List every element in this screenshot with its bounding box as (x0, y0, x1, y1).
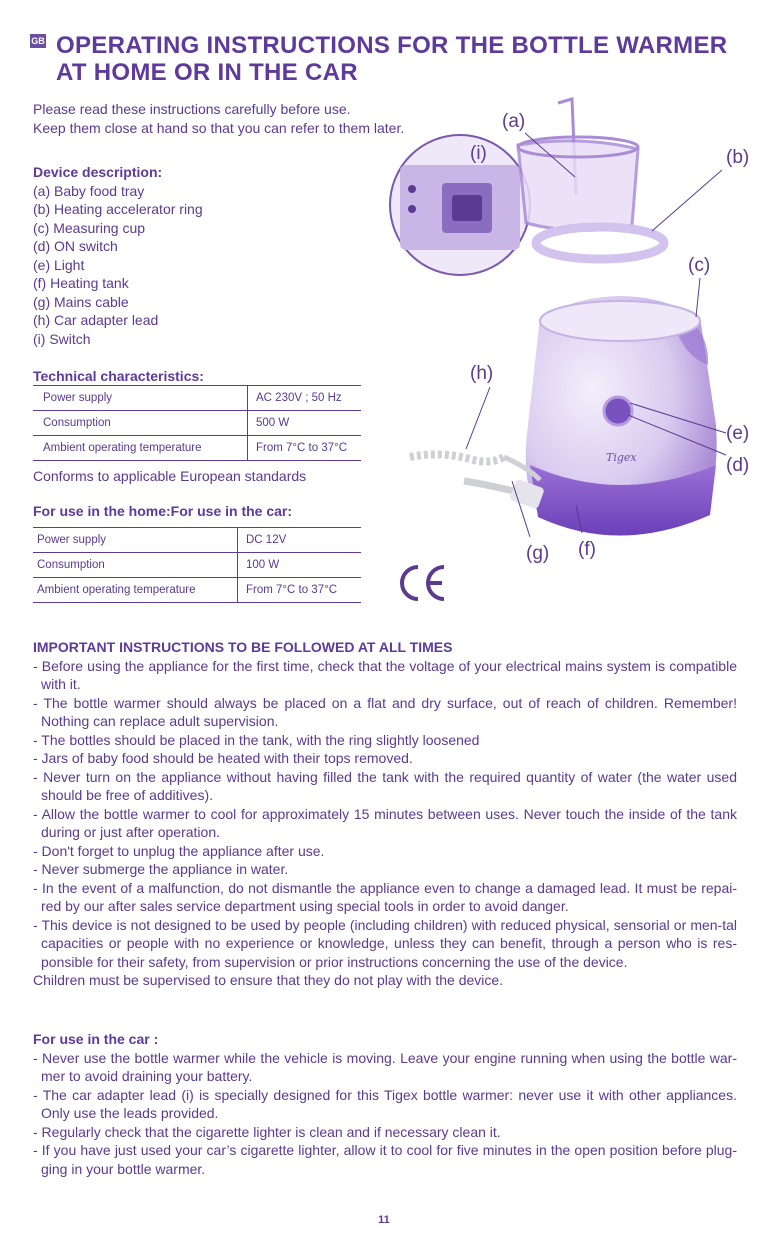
spec-label: Consumption (33, 553, 238, 578)
warmer-body (526, 296, 717, 536)
spec-value: 100 W (238, 553, 362, 578)
spec-label: Ambient operating temperature (33, 578, 238, 603)
table-row (33, 578, 361, 603)
label-d: (d) (726, 455, 750, 476)
device-item: (d) ON switch (33, 238, 118, 254)
list-item: - The bottles should be placed in the tank, with the ring slightly loosened (33, 731, 480, 748)
tech-heading: Technical characteristics: (33, 368, 204, 384)
spec-value: AC 230V ; 50 Hz (248, 386, 362, 411)
page-number: 11 (378, 1214, 390, 1226)
car-heading: For use in the car : (33, 1031, 159, 1047)
title-line-1: OPERATING INSTRUCTIONS FOR THE BOTTLE WARMER (56, 32, 728, 59)
use-subheading: For use in the home:For use in the car: (33, 503, 293, 519)
list-item: - In the event of a malfunction, do not dismantle the appliance even to change a damaged lead. It must be repai-red by our after sales service department using special tools in order to avoid danger. (33, 879, 737, 914)
important-heading: IMPORTANT INSTRUCTIONS TO BE FOLLOWED AT ALL TIMES (33, 639, 453, 655)
table-row (33, 411, 361, 436)
device-heading: Device description: (33, 164, 163, 180)
device-description (33, 163, 203, 348)
table-row (33, 386, 361, 411)
device-item: (h) Car adapter lead (33, 312, 159, 328)
label-i: (i) (470, 143, 487, 164)
label-f: (f) (578, 539, 596, 560)
spec-value: 500 W (248, 411, 362, 436)
label-e: (e) (726, 423, 750, 444)
list-item: - Don't forget to unplug the appliance after use. (33, 842, 325, 859)
page-title (56, 32, 727, 86)
label-c: (c) (688, 255, 711, 276)
intro-line: Please read these instructions carefully before use. (33, 101, 351, 117)
conforms-text: Conforms to applicable European standards (33, 468, 307, 484)
device-item: (i) Switch (33, 330, 91, 347)
list-item: - The car adapter lead (i) is specially designed for this Tigex bottle warmer: never use it with other appliances. Only use the leads provided. (33, 1086, 737, 1121)
spec-value: From 7°C to 37°C (248, 436, 362, 461)
cable (410, 454, 545, 509)
list-item: - If you have just used your car’s cigarette lighter, allow it to cool for five minutes in the open position before plug-ging in your bottle warmer. (33, 1142, 737, 1177)
list-item: - The bottle warmer should always be placed on a flat and dry surface, out of reach of children. Remember! Nothing can replace adult supervision. (33, 694, 737, 729)
list-item: - Never use the bottle warmer while the vehicle is moving. Leave your engine running when using the bottle war-mer to avoid draining your battery. (33, 1049, 737, 1084)
device-item: (c) Measuring cup (33, 219, 146, 236)
switch-inset (390, 135, 530, 275)
spec-value: From 7°C to 37°C (238, 578, 362, 603)
device-item: (a) Baby food tray (33, 182, 145, 199)
spec-label: Ambient operating temperature (33, 436, 248, 461)
spec-label: Power supply (33, 528, 238, 553)
label-g: (g) (526, 543, 550, 564)
heating-ring (536, 227, 664, 259)
list-item: - Regularly check that the cigarette lighter is clean and if necessary clean it. (33, 1123, 501, 1140)
title-line-2: AT HOME OR IN THE CAR (56, 59, 358, 86)
baby-food-tray (518, 99, 638, 231)
intro-line: Keep them close at hand so that you can refer to them later. (33, 119, 405, 136)
list-item: - This device is not designed to be used by people (including children) with reduced physical, sensorial or men-tal capacities or people with no experience or knowledge, unless they can benefit, through a person who is res-ponsible for their safety, from supervision or prior instructions concerning the use of the device. (33, 916, 737, 970)
list-item: - Never turn on the appliance without having filled the tank with the required quantity of water (the water used should be free of additives). (33, 768, 737, 803)
intro (33, 100, 404, 137)
list-item: - Allow the bottle warmer to cool for approximately 15 minutes between uses. Never touch the inside of the tank during or just after operation. (33, 805, 737, 840)
language-badge: GB (31, 36, 45, 46)
spec-value: DC 12V (238, 528, 362, 553)
table-row (33, 436, 361, 461)
car-spec-table (33, 527, 361, 603)
device-item: (b) Heating accelerator ring (33, 201, 203, 217)
device-item: (f) Heating tank (33, 275, 129, 291)
device-item: (e) Light (33, 256, 85, 273)
table-row (33, 528, 361, 553)
home-spec-table (33, 385, 361, 461)
label-a: (a) (502, 111, 526, 132)
list-item: - Jars of baby food should be heated with their tops removed. (33, 750, 413, 766)
important-section (33, 638, 737, 990)
spec-label: Power supply (33, 386, 248, 411)
device-item: (g) Mains cable (33, 293, 129, 310)
list-item: - Never submerge the appliance in water. (33, 861, 289, 877)
label-b: (b) (726, 147, 750, 168)
car-section (33, 1030, 737, 1178)
label-h: (h) (470, 363, 494, 384)
list-item: - Before using the appliance for the first time, check that the voltage of your electrical mains system is compatible with it. (33, 657, 737, 692)
svg-text:Tigex: Tigex (606, 451, 637, 464)
closing-note: Children must be supervised to ensure that they do not play with the device. (33, 972, 504, 988)
spec-label: Consumption (33, 411, 248, 436)
table-row (33, 553, 361, 578)
bottle-warmer-illustration (380, 85, 768, 575)
